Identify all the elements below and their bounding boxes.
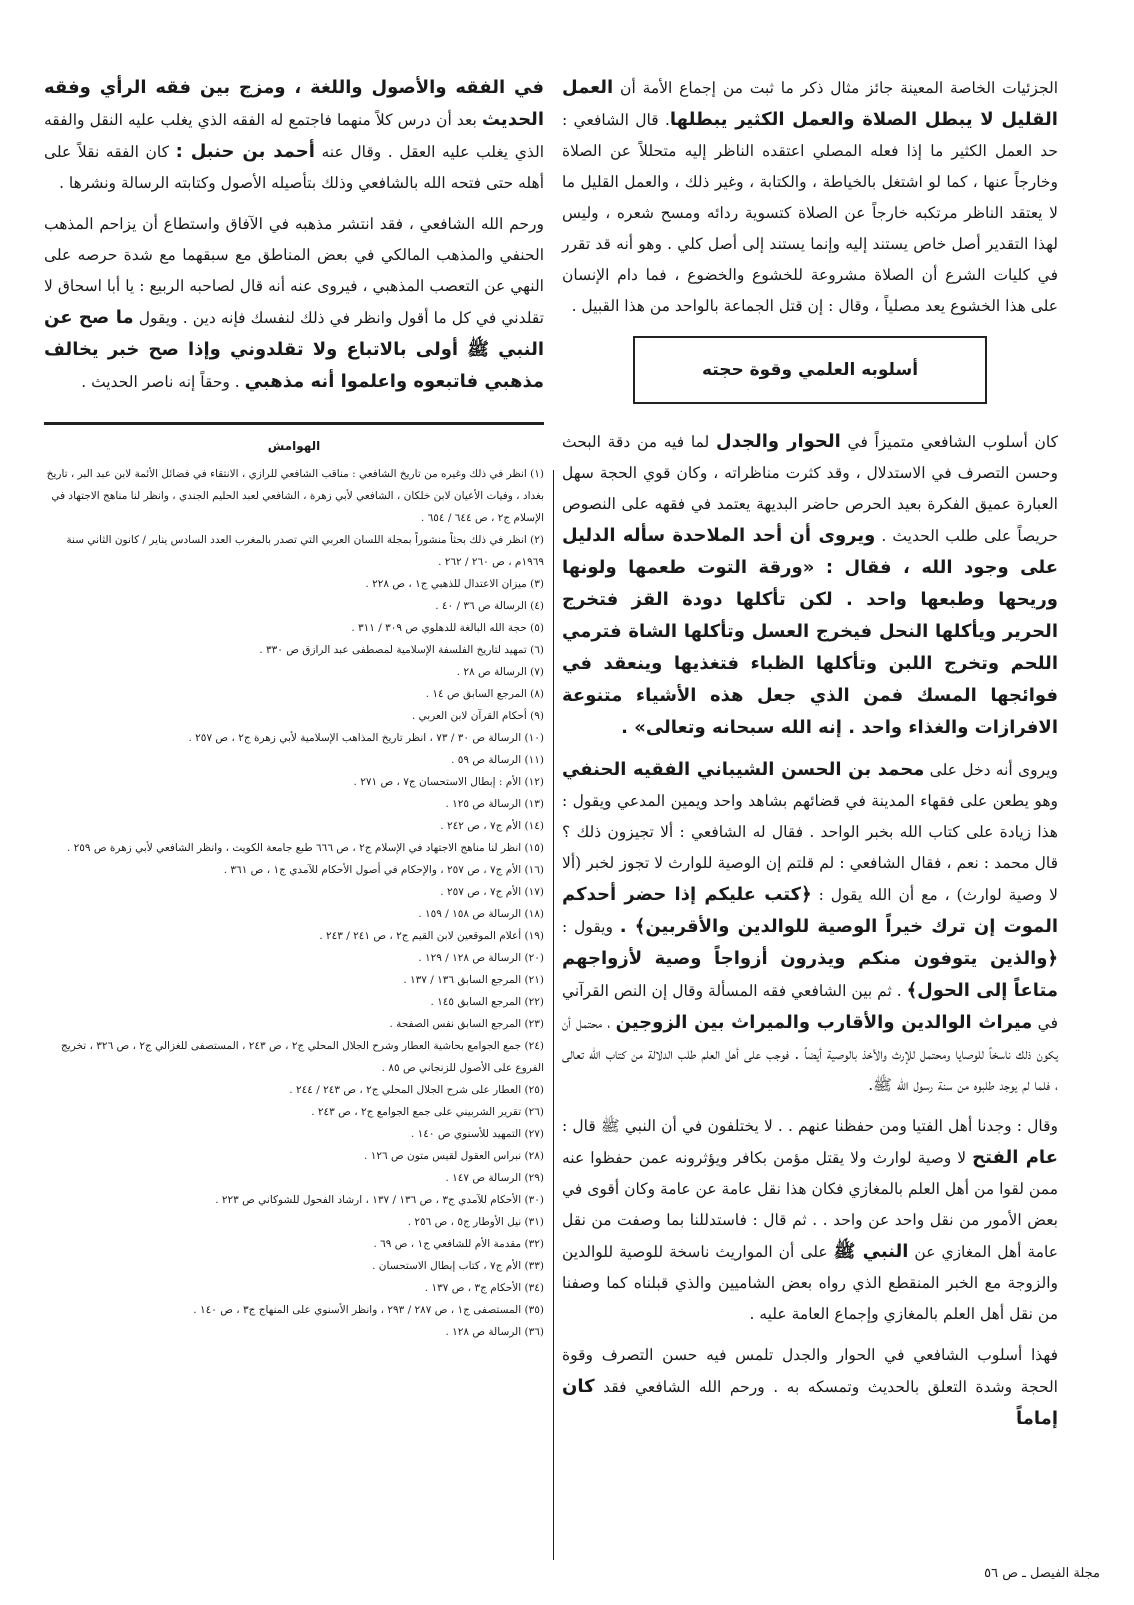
right-column [562, 72, 1058, 1445]
footnote-item: (٣٦) الرسالة ص ١٢٨ . [445, 1326, 544, 1338]
footnote-item: (٣٢) مقدمة الأم للشافعي ج١ ، ص ٦٩ . [373, 1238, 544, 1250]
bold-text-run: العمل القليل لا يبطل الصلاة والعمل الكثير يبطلها [562, 77, 1058, 130]
footnote-item: (٣٥) المستصفى ج١ ، ص ٢٨٧ / ٢٩٣ ، وانظر الأسنوي على المنهاج ج٣ ، ص ١٤٠ . [193, 1304, 544, 1316]
paragraph [562, 754, 1058, 1101]
text-run: الجزئيات الخاصة المعينة جائز مثال ذكر ما ثبت من إجماع الأمة أن [613, 79, 1058, 97]
footnote-item: (٢٣) المرجع السابق نفس الصفحة . [389, 1018, 544, 1030]
bold-text-run: ميراث الوالدين والأقارب والميراث بين الزوجين [615, 1012, 1033, 1033]
text-run: لما فيه من دقة البحث وحسن التصرف في الاستدلال ، وقد كثرت مناظراته ، وكان قوي الحجة سهل العبارة عميق الفكرة بعيد الحرص حاضر البديهة يعتمد في فقهه على النصوص حريصاً على طلب الحديث . [562, 433, 1058, 545]
text-run: . ثم بين الشافعي فقه المسألة وقال إن النص القرآني في [562, 982, 1058, 1032]
footnote-item: (٢) انظر في ذلك بحثاً منشوراً بمجلة اللسان العربي التي تصدر بالمغرب العدد السادس يناير / كانون الثاني سنة ١٩٦٩م ، ص ٢٦٠ / ٢٦٢ . [66, 534, 544, 568]
footnote-item: (١) انظر في ذلك وغيره من تاريخ الشافعي : مناقب الشافعي للرازي ، الانتقاء في فضائل الأئمة لابن عبد البر ، تاريخ بغداد ، وفيات الأعيان لابن خلكان ، الشافعي لأبي زهرة ، الشافعي لعبد الحليم الجندي ، وانظر لنا مناهج الاجتهاد في الإسلام ج٢ ، ص ٦٤٤ / ٦٥٤ . [46, 468, 544, 524]
text-run: كان أسلوب الشافعي متميزاً في [840, 433, 1059, 451]
footnote-item: (٣١) نيل الأوطار ج٥ ، ص ٢٥٦ . [407, 1216, 544, 1228]
footnote-item: (٣٤) الأحكام ج٣ ، ص ١٣٧ . [424, 1282, 544, 1294]
text-run: وهو يطعن على فقهاء المدينة في قضائهم بشاهد واحد ويمين المدعي ويقول : هذا زيادة على كتاب الله بخبر الواحد . فقال له الشافعي : ألا تجيزون ذلك ؟ قال محمد : نعم ، فقال الشافعي : لم قلتم إن الوصية للوارث لا تجوز لخبر (ألا لا وصية لوارث) ، مع أن الله يقول : [562, 792, 1058, 904]
footnote-item: (٢٠) الرسالة ص ١٢٨ / ١٢٩ . [418, 952, 544, 964]
footnote-item: (٤) الرسالة ص ٣٦ / ٤٠ . [435, 600, 544, 612]
bold-text-run: الحوار والجدل [715, 431, 841, 452]
footnote-item: (٢٩) الرسالة ص ١٤٧ . [445, 1172, 544, 1184]
page-footer: مجلة الفيصل ـ ص ٥٦ [984, 1566, 1100, 1581]
bold-text-run: كان إماماً [562, 1376, 1058, 1429]
footnote-item: (١٢) الأم : إبطال الاستحسان ج٧ ، ص ٢٧١ . [353, 776, 544, 788]
footnote-item: (٩) أحكام القرآن لابن العربي . [411, 710, 544, 722]
footnotes-title: الهوامش [267, 439, 321, 453]
bold-text-run: ما صح عن النبي ﷺ أولى بالاتباع ولا تقلدوني وإذا صح خبر يخالف مذهبي فاتبعوه واعلموا أنه مذهبي [44, 307, 544, 392]
bold-text-run: ويروى أن أحد الملاحدة سأله الدليل على وجود الله ، فقال : «ورقة التوت طعمها ولونها وريحها وطبعها واحد . لكن تأكلها دودة القز فتخرج الحرير ويأكلها النحل فيخرج العسل وتأكلها الشاة فترمي اللحم وتخرج اللبن وتأكلها الظباء فتغذيها وينعقد في فوائجها المسك فمن الذي جعل هذه الأشياء متنوعة الافرازات والغذاء واحد . إنه الله سبحانه وتعالى» . [562, 525, 1058, 738]
footnote-item: (١٦) الأم ج٧ ، ص ٢٥٧ ، والإحكام في أصول الأحكام للآمدي ج١ ، ص ٣٦١ . [223, 864, 544, 876]
footnote-item: (٢٧) التمهيد للأسنوي ص ١٤٠ . [410, 1128, 544, 1140]
footnote-item: (٢١) المرجع السابق ١٣٦ / ١٣٧ . [403, 974, 544, 986]
footnote-item: (٢٦) تقرير الشربيني على جمع الجوامع ج٢ ، ص ٢٤٣ . [311, 1106, 544, 1118]
paragraph [562, 1340, 1058, 1435]
footnote-item: (١٧) الأم ج٧ ، ص ٢٥٧ . [440, 886, 544, 898]
bold-text-run: محمد بن الحسن الشيباني الفقيه الحنفي [562, 759, 925, 780]
text-run: وقال : وجدنا أهل الفتيا ومن حفظنا عنهم . . لا يختلفون في أن النبي ﷺ قال : [562, 1117, 1058, 1135]
left-column [44, 72, 544, 1343]
section-title-box [633, 336, 987, 404]
bold-text-run: أحمد بن حنبل : [175, 141, 315, 162]
footnote-item: (٢٨) نبراس العقول لقيس متون ص ١٢٦ . [364, 1150, 544, 1162]
text-run: لا وصية لوارث ولا يقتل مؤمن بكافر ويؤثرونه عمن حفظوا عنه ممن لقوا من أهل العلم بالمغازي فكان هذا نقل عامة عن عامة وكان أقوى في بعض الأمور من نقل واحد عن واحد . . ثم قال : فاستدللنا بما وصفت من نقل عامة أهل المغازي عن [562, 1149, 1058, 1261]
paragraph [562, 426, 1058, 744]
text-run: فهذا أسلوب الشافعي في الحوار والجدل تلمس فيه حسن التصرف وقوة الحجة وشدة التعلق بالحديث وتمسكه به . ورحم الله الشافعي فقد [562, 1346, 1058, 1396]
bold-text-run: عام الفتح [972, 1147, 1058, 1168]
paragraph [44, 72, 544, 199]
column-divider [553, 470, 554, 1560]
footnote-item: (٢٥) العطار على شرح الجلال المحلي ج٢ ، ص ٢٤٣ / ٢٤٤ . [289, 1084, 544, 1096]
paragraph [562, 1111, 1058, 1330]
text-run: ويروى أنه دخل على [924, 761, 1058, 779]
footnote-item: (٢٢) المرجع السابق ١٤٥ . [430, 996, 544, 1008]
bold-text-run: النبي ﷺ [833, 1241, 909, 1262]
footnote-item: (١١) الرسالة ص ٥٩ . [451, 754, 544, 766]
bold-text-run: ﴿كتب عليكم إذا حضر أحدكم الموت إن ترك خيراً الوصية للوالدين والأقربين﴾ . [562, 884, 1058, 937]
footnote-item: (١٥) انظر لنا مناهج الاجتهاد في الإسلام ج٢ ، ص ٦٦٦ طبع جامعة الكويت ، وانظر الشافعي لأبي زهرة ص ٢٥٩ . [66, 842, 544, 854]
text-run: ويقول : [562, 918, 620, 936]
footnote-item: (١٤) الأم ج٧ ، ص ٢٤٢ . [440, 820, 544, 832]
footnotes-list [44, 463, 544, 1343]
footnote-item: (٦) تمهيد لتاريخ الفلسفة الإسلامية لمصطفى عبد الرازق ص ٣٣٠ . [259, 644, 544, 656]
text-run: . قال الشافعي : حد العمل الكثير ما إذا فعله المصلي اعتقده الناظر إليه متحللاً عن الصلاة وخارجاً عنها ، كما لو اشتغل بالخياطة ، والكتابة ، وغير ذلك ، والعمل القليل ما لا يعتقد الناظر مرتكبه خارجاً عن الصلاة كتسوية ردائه ومسح شعره ، وليس لهذا التقدير أصل خاص يستند إليه وإنما يستند إلى أصل كلي . وهو أنه قد تقرر في كليات الشرع أن الصلاة مشروعة للخشوع والخضوع ، فما دام الإنسان على هذا الخشوع يعد مصلياً ، وقال : إن قتل الجماعة بالواحد من هذا القبيل . [562, 111, 1058, 315]
footnote-item: (٨) المرجع السابق ص ١٤ . [425, 688, 544, 700]
text-run: بعد أن درس كلاً منهما فاجتمع له الفقه الذي يغلب عليه النقل والفقه الذي يغلب عليه العقل . وقال عنه [44, 111, 545, 161]
footnote-item: (١٩) أعلام الموقعين لابن القيم ج٢ ، ص ٢٤١ / ٢٤٣ . [319, 930, 544, 942]
footnote-item: (٣٠) الأحكام للآمدي ج٣ ، ص ١٣٦ / ١٣٧ ، ارشاد الفحول للشوكاني ص ٢٢٣ . [215, 1194, 544, 1206]
paragraph [562, 72, 1058, 322]
text-run: ، محتمل أن يكون ذلك ناسخاً للوصايا ومحتمل للإرث والأخذ بالوصية أيضاً . فوجب على أهل العلم طلب الدلالة من كتاب الله تعالى ، فلما لم يوجد طلبوه من سنة رسول الله ﷺ. [562, 1014, 1058, 1094]
text-run: ورحم الله الشافعي ، فقد انتشر مذهبه في الآفاق واستطاع أن يزاحم المذهب الحنفي والمذهب المالكي في بعض المناطق مع سبقهما مع شدة حرصه على النهي عن التعصب المذهبي ، فيروى عنه أنه قال لصاحبه الربيع : يا أبا اسحاق لا تقلدني في كل ما أقول وانظر في ذلك لنفسك فإنه دين . ويقول [44, 215, 545, 327]
bold-text-run: ﴿والذين يتوفون منكم ويذرون أزواجاً وصية لأزواجهم متاعاً إلى الحول﴾ [562, 948, 1058, 1001]
footnote-item: (٣) ميزان الاعتدال للذهبي ج١ ، ص ٢٢٨ . [365, 578, 544, 590]
footnote-item: (١٣) الرسالة ص ١٢٥ . [445, 798, 544, 810]
text-run: كان الفقه نقلاً على أهله حتى فتحه الله بالشافعي وذلك بتأصيله الأصول وكتابته الرسالة ونشرها . [44, 143, 544, 192]
footnote-item: (٧) الرسالة ص ٢٨ . [456, 666, 544, 678]
section-title: أسلوبه العلمي وقوة حجته [701, 360, 919, 380]
footnote-item: (٢٤) جمع الجوامع بحاشية العطار وشرح الجلال المحلي ج٢ ، ص ٢٤٣ ، المستصفى للغزالي ج٢ ، ص ٣٢٦ ، تخريج الفروع على الأصول للزنجاني ص ٨٥ . [61, 1040, 544, 1074]
paragraph [44, 209, 544, 398]
text-run: . وحقاً إنه ناصر الحديث . [81, 373, 245, 391]
bold-text-run: في الفقه والأصول واللغة ، ومزج بين فقه الرأي وفقه الحديث [44, 77, 544, 130]
footnote-item: (١٨) الرسالة ص ١٥٨ / ١٥٩ . [418, 908, 544, 920]
footnote-item: (١٠) الرسالة ص ٣٠ / ٧٣ ، انظر تاريخ المذاهب الإسلامية لأبي زهرة ج٢ ، ص ٢٥٧ . [188, 732, 544, 744]
footnotes-divider [44, 422, 544, 425]
text-run: على أن المواريث ناسخة للوصية للوالدين والزوجة مع الخبر المنقطع الذي رواه بعض الشاميين والذي قبلناه كما وصفنا من نقل أهل العلم بالمغازي وإجماع العامة عليه . [562, 1243, 1058, 1323]
footnote-item: (٥) حجة الله البالغة للدهلوي ص ٣٠٩ / ٣١١ . [351, 622, 544, 634]
footnote-item: (٣٣) الأم ج٧ ، كتاب إبطال الاستحسان . [372, 1260, 544, 1272]
